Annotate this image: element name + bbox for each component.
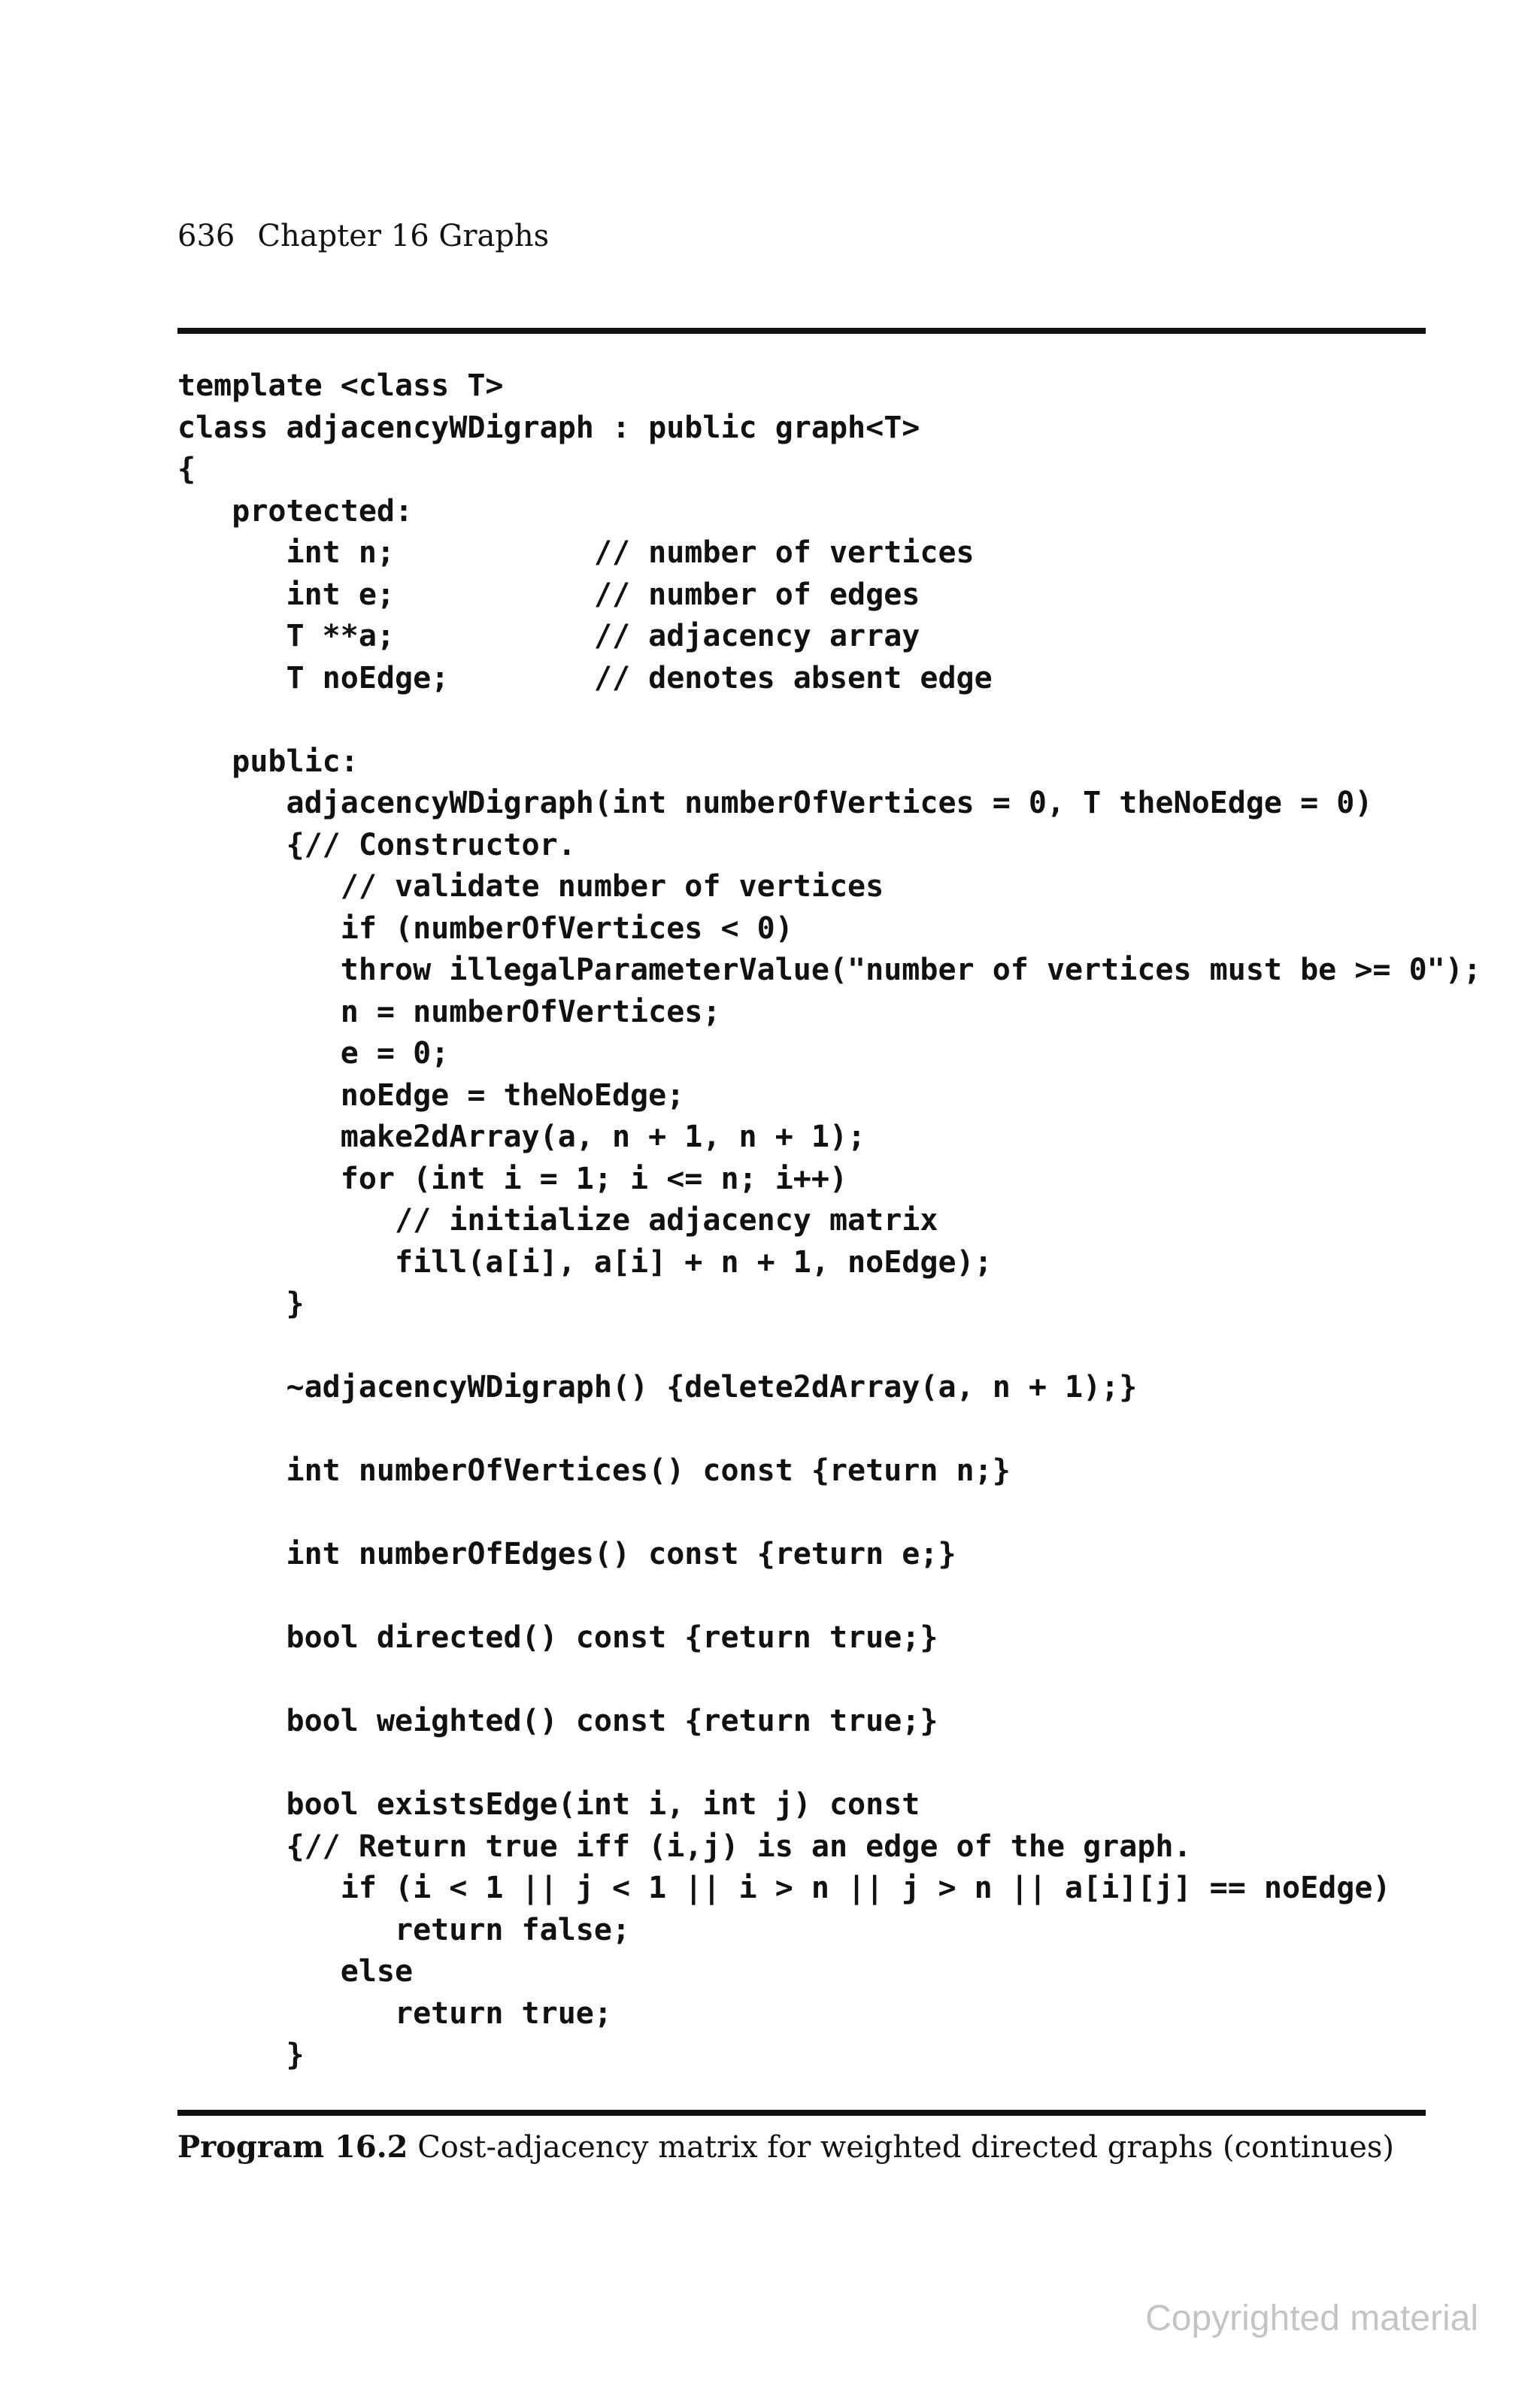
code-line: if (i < 1 || j < 1 || i > n || j > n || a[i][j] == noEdge) [177,1871,1391,1905]
code-line: public: [177,744,359,779]
running-header [177,214,549,259]
code-line: template <class T> [177,368,504,403]
code-line: else [177,1954,414,1989]
code-line: int numberOfEdges() const {return e;} [177,1537,956,1571]
top-rule [177,328,1426,334]
code-line: for (int i = 1; i <= n; i++) [177,1161,848,1196]
code-line: return false; [177,1912,631,1947]
code-line [177,1659,1481,1702]
code-line: {// Constructor. [177,827,576,862]
code-line [177,1743,1481,1785]
code-line [177,1576,1481,1618]
code-line: int numberOfVertices() const {return n;} [177,1453,1011,1488]
code-line [177,1492,1481,1535]
code-line: bool weighted() const {return true;} [177,1704,938,1738]
code-line: } [177,2038,305,2072]
code-line: T noEdge; // denotes absent edge [177,660,993,695]
code-line: int e; // number of edges [177,577,920,612]
caption-label: Program 16.2 [177,2129,408,2165]
code-line: adjacencyWDigraph(int numberOfVertices = 0, T theNoEdge = 0) [177,786,1373,820]
code-line: bool existsEdge(int i, int j) const [177,1787,920,1822]
caption-text: Cost-adjacency matrix for weighted directed graphs (continues) [417,2130,1395,2165]
code-line [177,699,1481,741]
program-caption [177,2125,1394,2170]
code-line: fill(a[i], a[i] + n + 1, noEdge); [177,1244,993,1280]
page-number: 636 [177,219,235,253]
code-line: // initialize adjacency matrix [177,1203,938,1238]
code-line: // validate number of vertices [177,869,884,904]
code-line: { [177,452,196,486]
code-line: int n; // number of vertices [177,535,975,570]
code-line: make2dArray(a, n + 1, n + 1); [177,1120,866,1154]
code-line: n = numberOfVertices; [177,994,721,1029]
running-title: Chapter 16 Graphs [257,219,550,253]
bottom-rule [177,2110,1426,2116]
code-line [177,1409,1481,1451]
code-line: protected: [177,493,414,529]
code-line: } [177,1286,305,1321]
code-line: T **a; // adjacency array [177,619,920,653]
code-line: ~adjacencyWDigraph() {delete2dArray(a, n + 1);} [177,1370,1138,1405]
code-line: if (numberOfVertices < 0) [177,911,793,946]
code-line: class adjacencyWDigraph : public graph<T> [177,410,920,445]
code-listing [177,365,1481,2077]
code-line: throw illegalParameterValue("number of vertices must be >= 0"); [177,953,1481,987]
code-line [177,1326,1481,1368]
copyright-watermark: Copyrighted material [1145,2299,1478,2338]
code-line: {// Return true iff (i,j) is an edge of the graph. [177,1829,1192,1864]
code-line: noEdge = theNoEdge; [177,1077,685,1113]
code-line: e = 0; [177,1036,450,1071]
code-line: bool directed() const {return true;} [177,1620,938,1655]
code-line: return true; [177,1996,612,2031]
